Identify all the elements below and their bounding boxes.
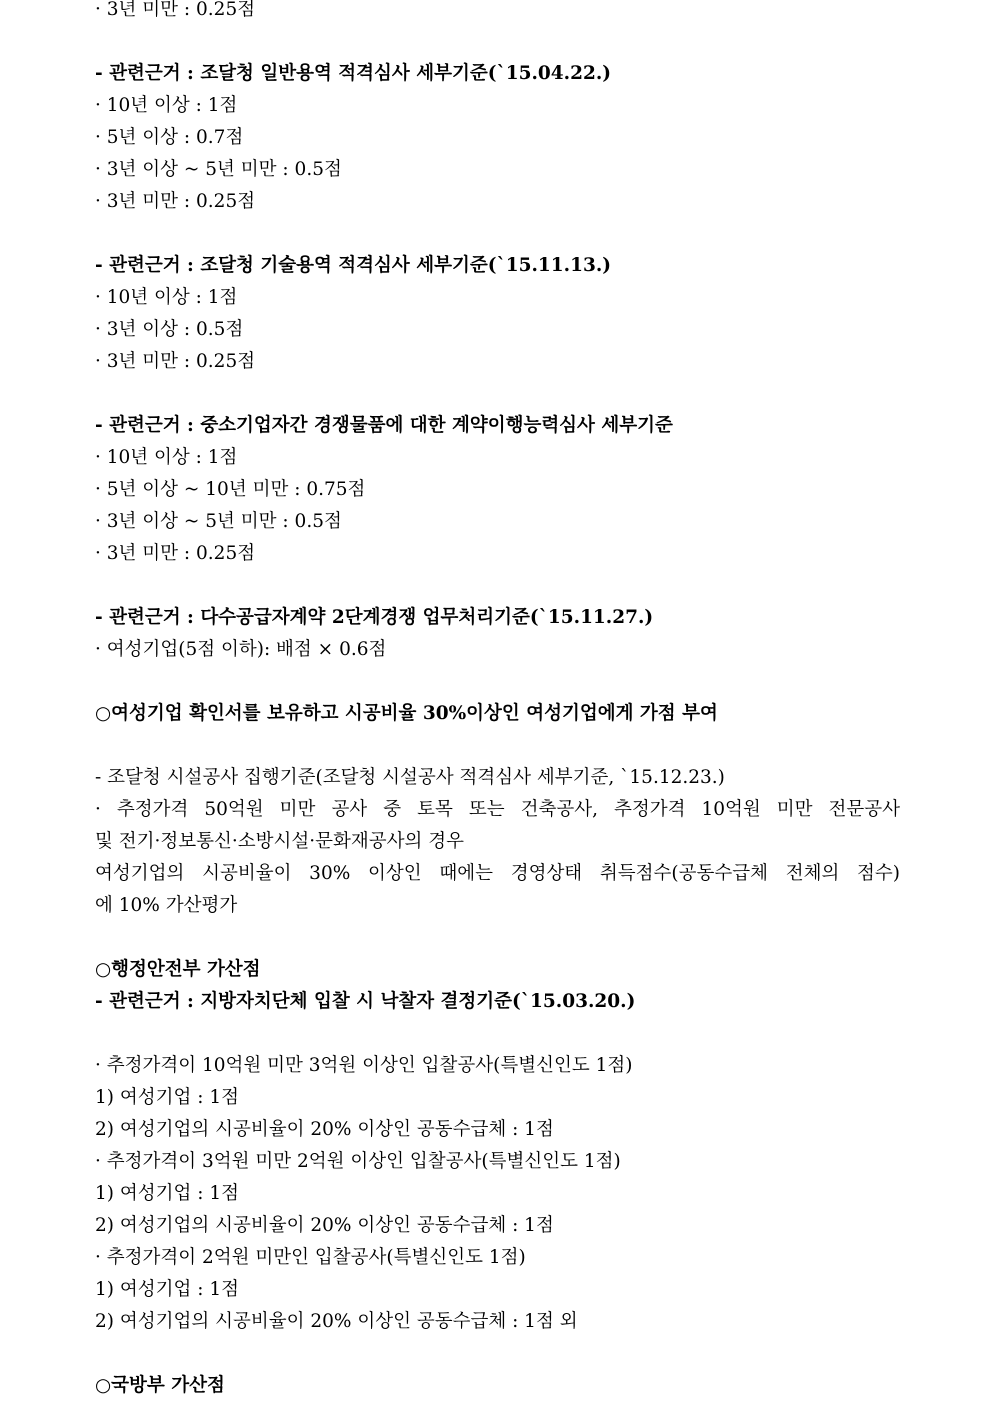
text-line: · 10년 이상 : 1점 — [95, 95, 238, 116]
section-heading: - 관련근거 : 다수공급자계약 2단계경쟁 업무처리기준(`15.11.27.) — [95, 607, 654, 628]
text-line: · 추정가격이 3억원 미만 2억원 이상인 입찰공사(특별신인도 1점) — [95, 1151, 621, 1172]
text-line: - 조달청 시설공사 집행기준(조달청 시설공사 적격심사 세부기준, `15.12.23.) — [95, 767, 725, 788]
text-line: 에 10% 가산평가 — [95, 895, 238, 916]
section-title: ○행정안전부 가산점 — [95, 959, 261, 980]
text-line: 1) 여성기업 : 1점 — [95, 1183, 239, 1204]
text-line: 1) 여성기업 : 1점 — [95, 1279, 239, 1300]
text-line: · 추정가격이 2억원 미만인 입찰공사(특별신인도 1점) — [95, 1247, 526, 1268]
text-line: · 3년 미만 : 0.25점 — [95, 543, 256, 564]
text-line: 2) 여성기업의 시공비율이 20% 이상인 공동수급체 : 1점 — [95, 1215, 554, 1236]
section-title: ○여성기업 확인서를 보유하고 시공비율 30%이상인 여성기업에게 가점 부여 — [95, 703, 718, 724]
text-line: · 10년 이상 : 1점 — [95, 287, 238, 308]
text-line: 2) 여성기업의 시공비율이 20% 이상인 공동수급체 : 1점 — [95, 1119, 554, 1140]
section-heading: - 관련근거 : 조달청 기술용역 적격심사 세부기준(`15.11.13.) — [95, 255, 612, 276]
section-heading: - 관련근거 : 지방자치단체 입찰 시 낙찰자 결정기준(`15.03.20.) — [95, 991, 636, 1012]
text-line: · 5년 이상 : 0.7점 — [95, 127, 244, 148]
text-line: · 여성기업(5점 이하): 배점 × 0.6점 — [95, 639, 387, 660]
text-line: · 3년 이상 ~ 5년 미만 : 0.5점 — [95, 511, 342, 532]
section-title: ○국방부 가산점 — [95, 1375, 225, 1396]
text-line: · 10년 이상 : 1점 — [95, 447, 238, 468]
text-line: · 3년 미만 : 0.25점 — [95, 351, 256, 372]
text-line: · 추정가격이 10억원 미만 3억원 이상인 입찰공사(특별신인도 1점) — [95, 1055, 633, 1076]
text-line: 2) 여성기업의 시공비율이 20% 이상인 공동수급체 : 1점 외 — [95, 1311, 578, 1332]
text-line: · 5년 이상 ~ 10년 미만 : 0.75점 — [95, 479, 366, 500]
text-line: · 3년 미만 : 0.25점 — [95, 191, 256, 212]
text-line: 1) 여성기업 : 1점 — [95, 1087, 239, 1108]
text-line: · 3년 미만 : 0.25점 — [95, 0, 256, 20]
section-heading: - 관련근거 : 조달청 일반용역 적격심사 세부기준(`15.04.22.) — [95, 63, 612, 84]
text-line: 여성기업의 시공비율이 30% 이상인 때에는 경영상태 취득점수(공동수급체 전체의 점수) — [95, 863, 900, 884]
text-line: · 3년 이상 : 0.5점 — [95, 319, 244, 340]
section-heading: - 관련근거 : 중소기업자간 경쟁물품에 대한 계약이행능력심사 세부기준 — [95, 415, 673, 436]
text-line: 및 전기·정보통신·소방시설·문화재공사의 경우 — [95, 831, 464, 852]
text-line: · 3년 이상 ~ 5년 미만 : 0.5점 — [95, 159, 342, 180]
text-line: · 추정가격 50억원 미만 공사 중 토목 또는 건축공사, 추정가격 10억원 미만 전문공사 — [95, 799, 900, 820]
